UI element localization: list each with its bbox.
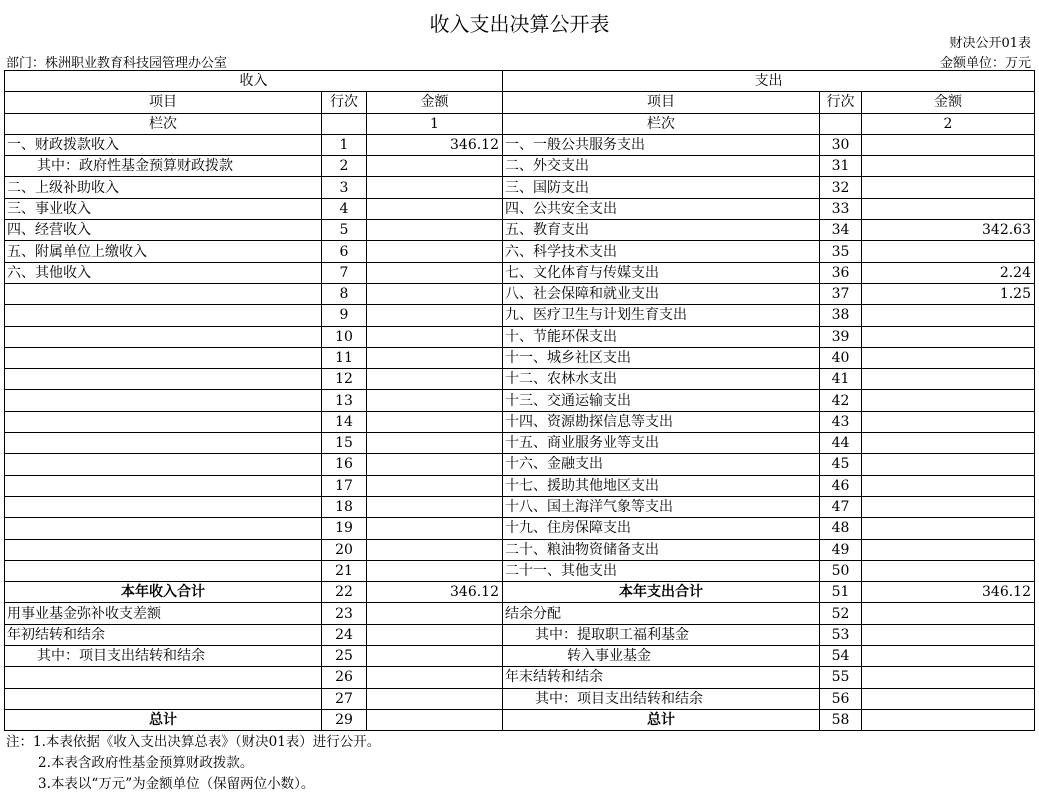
expense-amount-cell — [862, 518, 1035, 539]
table-row — [5, 262, 1035, 283]
table-body — [5, 134, 1035, 730]
income-amount-cell: 346.12 — [367, 134, 503, 155]
income-amount-cell — [367, 262, 503, 283]
expense-line-cell: 35 — [820, 241, 862, 262]
table-row — [5, 177, 1035, 198]
expense-item-cell: 十五、商业服务业等支出 — [503, 433, 820, 454]
income-item-cell — [5, 518, 322, 539]
income-item-cell: 本年收入合计 — [5, 582, 322, 603]
table-row — [5, 667, 1035, 688]
income-line-cell: 1 — [322, 134, 367, 155]
income-amount-cell — [367, 667, 503, 688]
expense-item-cell: 总计 — [503, 709, 820, 730]
income-amount-cell — [367, 305, 503, 326]
income-line-cell: 7 — [322, 262, 367, 283]
expense-amount-cell: 1.25 — [862, 283, 1035, 304]
income-section-header: 收入 — [5, 71, 503, 92]
income-amount-cell — [367, 603, 503, 624]
expense-item-cell: 九、医疗卫生与计划生育支出 — [503, 305, 820, 326]
table-row — [5, 198, 1035, 219]
expense-amount-cell — [862, 411, 1035, 432]
table-row — [5, 156, 1035, 177]
income-column-label: 栏次 — [5, 113, 322, 134]
expense-line-cell: 45 — [820, 454, 862, 475]
expense-amount-cell — [862, 709, 1035, 730]
income-line-cell: 26 — [322, 667, 367, 688]
expense-amount-cell — [862, 177, 1035, 198]
table-row — [5, 496, 1035, 517]
expense-line-cell: 34 — [820, 220, 862, 241]
expense-line-cell: 47 — [820, 496, 862, 517]
income-line-cell: 4 — [322, 198, 367, 219]
expense-column-line-empty — [820, 113, 862, 134]
income-line-cell: 13 — [322, 390, 367, 411]
income-line-cell: 12 — [322, 369, 367, 390]
income-line-cell: 15 — [322, 433, 367, 454]
table-row — [5, 646, 1035, 667]
expense-amount-cell — [862, 539, 1035, 560]
expense-item-cell: 十六、金融支出 — [503, 454, 820, 475]
expense-line-cell: 50 — [820, 560, 862, 581]
table-row — [5, 220, 1035, 241]
expense-item-cell: 年末结转和结余 — [503, 667, 820, 688]
income-line-cell: 16 — [322, 454, 367, 475]
income-expense-table — [4, 70, 1035, 731]
expense-line-cell: 42 — [820, 390, 862, 411]
income-item-cell: 五、附属单位上缴收入 — [5, 241, 322, 262]
income-item-cell — [5, 411, 322, 432]
income-item-cell: 其中：项目支出结转和结余 — [5, 646, 322, 667]
expense-item-cell: 本年支出合计 — [503, 582, 820, 603]
expense-line-cell: 48 — [820, 518, 862, 539]
income-amount-cell — [367, 198, 503, 219]
expense-line-cell: 43 — [820, 411, 862, 432]
income-line-cell: 2 — [322, 156, 367, 177]
income-amount-cell — [367, 433, 503, 454]
income-item-cell: 一、财政拨款收入 — [5, 134, 322, 155]
income-amount-cell — [367, 177, 503, 198]
expense-amount-cell — [862, 433, 1035, 454]
income-item-cell — [5, 496, 322, 517]
income-item-cell — [5, 305, 322, 326]
table-row — [5, 560, 1035, 581]
expense-item-cell: 六、科学技术支出 — [503, 241, 820, 262]
income-line-cell: 21 — [322, 560, 367, 581]
income-amount-cell — [367, 220, 503, 241]
income-item-cell — [5, 347, 322, 368]
expense-amount-cell — [862, 390, 1035, 411]
income-line-cell: 22 — [322, 582, 367, 603]
table-row — [5, 283, 1035, 304]
income-item-cell — [5, 560, 322, 581]
form-number: 财决公开01表 — [949, 36, 1031, 51]
income-line-cell: 18 — [322, 496, 367, 517]
expense-item-header: 项目 — [503, 92, 820, 113]
expense-line-cell: 58 — [820, 709, 862, 730]
expense-line-cell: 33 — [820, 198, 862, 219]
expense-amount-header: 金额 — [862, 92, 1035, 113]
income-item-cell: 用事业基金弥补收支差额 — [5, 603, 322, 624]
income-amount-cell — [367, 688, 503, 709]
expense-line-cell: 32 — [820, 177, 862, 198]
income-line-cell: 20 — [322, 539, 367, 560]
expense-amount-cell: 2.24 — [862, 262, 1035, 283]
expense-item-cell: 转入事业基金 — [503, 646, 820, 667]
income-item-cell: 其中：政府性基金预算财政拨款 — [5, 156, 322, 177]
expense-line-cell: 31 — [820, 156, 862, 177]
income-line-cell: 9 — [322, 305, 367, 326]
income-amount-cell: 346.12 — [367, 582, 503, 603]
income-item-cell — [5, 433, 322, 454]
expense-amount-cell — [862, 667, 1035, 688]
income-line-cell: 10 — [322, 326, 367, 347]
expense-item-cell: 十四、资源勘探信息等支出 — [503, 411, 820, 432]
expense-amount-cell — [862, 475, 1035, 496]
expense-item-cell: 十二、农林水支出 — [503, 369, 820, 390]
table-row — [5, 603, 1035, 624]
income-line-header: 行次 — [322, 92, 367, 113]
expense-amount-cell — [862, 496, 1035, 517]
footnote-2: 2.本表含政府性基金预算财政拨款。 — [38, 755, 254, 771]
income-amount-cell — [367, 496, 503, 517]
income-item-cell — [5, 369, 322, 390]
expense-line-cell: 39 — [820, 326, 862, 347]
income-line-cell: 29 — [322, 709, 367, 730]
expense-amount-cell — [862, 624, 1035, 645]
expense-item-cell: 二十一、其他支出 — [503, 560, 820, 581]
income-line-cell: 14 — [322, 411, 367, 432]
table-row — [5, 326, 1035, 347]
unit-label: 金额单位：万元 — [939, 56, 1031, 71]
expense-column-number: 2 — [862, 113, 1035, 134]
expense-line-cell: 41 — [820, 369, 862, 390]
expense-item-cell: 十三、交通运输支出 — [503, 390, 820, 411]
table-row — [5, 475, 1035, 496]
expense-amount-cell — [862, 560, 1035, 581]
table-row — [5, 582, 1035, 603]
expense-item-cell: 十、节能环保支出 — [503, 326, 820, 347]
expense-line-cell: 49 — [820, 539, 862, 560]
expense-line-header: 行次 — [820, 92, 862, 113]
table-row — [5, 411, 1035, 432]
income-column-number: 1 — [367, 113, 503, 134]
income-item-cell — [5, 667, 322, 688]
table-row — [5, 688, 1035, 709]
income-amount-cell — [367, 283, 503, 304]
section-header-row — [5, 71, 1035, 92]
income-amount-cell — [367, 156, 503, 177]
expense-item-cell: 十八、国土海洋气象等支出 — [503, 496, 820, 517]
expense-item-cell: 七、文化体育与传媒支出 — [503, 262, 820, 283]
expense-amount-cell — [862, 326, 1035, 347]
column-number-row — [5, 113, 1035, 134]
table-row — [5, 454, 1035, 475]
income-amount-cell — [367, 390, 503, 411]
expense-amount-cell — [862, 347, 1035, 368]
expense-amount-cell — [862, 688, 1035, 709]
income-amount-cell — [367, 326, 503, 347]
expense-line-cell: 56 — [820, 688, 862, 709]
expense-amount-cell: 342.63 — [862, 220, 1035, 241]
income-item-cell: 三、事业收入 — [5, 198, 322, 219]
income-line-cell: 11 — [322, 347, 367, 368]
income-amount-cell — [367, 241, 503, 262]
expense-item-cell: 其中：提取职工福利基金 — [503, 624, 820, 645]
expense-item-cell: 二十、粮油物资储备支出 — [503, 539, 820, 560]
expense-item-cell: 八、社会保障和就业支出 — [503, 283, 820, 304]
table-row — [5, 369, 1035, 390]
income-amount-cell — [367, 347, 503, 368]
income-item-header: 项目 — [5, 92, 322, 113]
expense-item-cell: 二、外交支出 — [503, 156, 820, 177]
expense-item-cell: 三、国防支出 — [503, 177, 820, 198]
income-item-cell — [5, 326, 322, 347]
income-line-cell: 25 — [322, 646, 367, 667]
income-amount-cell — [367, 369, 503, 390]
expense-amount-cell — [862, 603, 1035, 624]
expense-line-cell: 36 — [820, 262, 862, 283]
income-column-line-empty — [322, 113, 367, 134]
table-row — [5, 134, 1035, 155]
expense-line-cell: 51 — [820, 582, 862, 603]
expense-line-cell: 30 — [820, 134, 862, 155]
expense-item-cell: 十七、援助其他地区支出 — [503, 475, 820, 496]
department-label: 部门：株洲职业教育科技园管理办公室 — [6, 56, 228, 71]
income-amount-cell — [367, 411, 503, 432]
table-row — [5, 539, 1035, 560]
footnote-1: 注：1.本表依据《收入支出决算总表》（财决01表）进行公开。 — [6, 734, 381, 750]
income-item-cell: 六、其他收入 — [5, 262, 322, 283]
income-item-cell: 四、经营收入 — [5, 220, 322, 241]
income-line-cell: 17 — [322, 475, 367, 496]
expense-item-cell: 一、一般公共服务支出 — [503, 134, 820, 155]
expense-amount-cell — [862, 241, 1035, 262]
income-amount-cell — [367, 560, 503, 581]
income-item-cell — [5, 475, 322, 496]
column-header-row — [5, 92, 1035, 113]
expense-amount-cell — [862, 198, 1035, 219]
income-amount-header: 金额 — [367, 92, 503, 113]
expense-item-cell: 十一、城乡社区支出 — [503, 347, 820, 368]
expense-line-cell: 55 — [820, 667, 862, 688]
income-amount-cell — [367, 624, 503, 645]
expense-column-label: 栏次 — [503, 113, 820, 134]
table-row — [5, 347, 1035, 368]
expense-item-cell: 结余分配 — [503, 603, 820, 624]
table-row — [5, 518, 1035, 539]
income-item-cell: 二、上级补助收入 — [5, 177, 322, 198]
income-line-cell: 3 — [322, 177, 367, 198]
income-line-cell: 6 — [322, 241, 367, 262]
table-row — [5, 241, 1035, 262]
income-line-cell: 5 — [322, 220, 367, 241]
income-line-cell: 27 — [322, 688, 367, 709]
table-row — [5, 305, 1035, 326]
expense-line-cell: 52 — [820, 603, 862, 624]
expense-amount-cell: 346.12 — [862, 582, 1035, 603]
income-item-cell — [5, 283, 322, 304]
income-amount-cell — [367, 454, 503, 475]
table-row — [5, 709, 1035, 730]
table-row — [5, 390, 1035, 411]
income-item-cell: 总计 — [5, 709, 322, 730]
expense-amount-cell — [862, 305, 1035, 326]
expense-line-cell: 53 — [820, 624, 862, 645]
expense-line-cell: 38 — [820, 305, 862, 326]
expense-amount-cell — [862, 454, 1035, 475]
income-amount-cell — [367, 646, 503, 667]
expense-line-cell: 44 — [820, 433, 862, 454]
expense-line-cell: 54 — [820, 646, 862, 667]
income-item-cell — [5, 539, 322, 560]
income-amount-cell — [367, 518, 503, 539]
expense-amount-cell — [862, 156, 1035, 177]
income-line-cell: 19 — [322, 518, 367, 539]
income-line-cell: 24 — [322, 624, 367, 645]
expense-amount-cell — [862, 134, 1035, 155]
income-item-cell — [5, 454, 322, 475]
income-line-cell: 8 — [322, 283, 367, 304]
footnote-3: 3.本表以“万元”为金额单位（保留两位小数）。 — [38, 776, 315, 792]
table-row — [5, 433, 1035, 454]
income-item-cell — [5, 688, 322, 709]
expense-section-header: 支出 — [503, 71, 1035, 92]
income-amount-cell — [367, 539, 503, 560]
expense-line-cell: 37 — [820, 283, 862, 304]
expense-amount-cell — [862, 369, 1035, 390]
page-title: 收入支出决算公开表 — [429, 12, 610, 36]
expense-amount-cell — [862, 646, 1035, 667]
income-amount-cell — [367, 709, 503, 730]
expense-item-cell: 五、教育支出 — [503, 220, 820, 241]
income-amount-cell — [367, 475, 503, 496]
table-row — [5, 624, 1035, 645]
expense-item-cell: 其中：项目支出结转和结余 — [503, 688, 820, 709]
income-item-cell — [5, 390, 322, 411]
expense-item-cell: 四、公共安全支出 — [503, 198, 820, 219]
income-item-cell: 年初结转和结余 — [5, 624, 322, 645]
expense-line-cell: 46 — [820, 475, 862, 496]
footnotes — [6, 732, 380, 795]
income-line-cell: 23 — [322, 603, 367, 624]
expense-item-cell: 十九、住房保障支出 — [503, 518, 820, 539]
expense-line-cell: 40 — [820, 347, 862, 368]
